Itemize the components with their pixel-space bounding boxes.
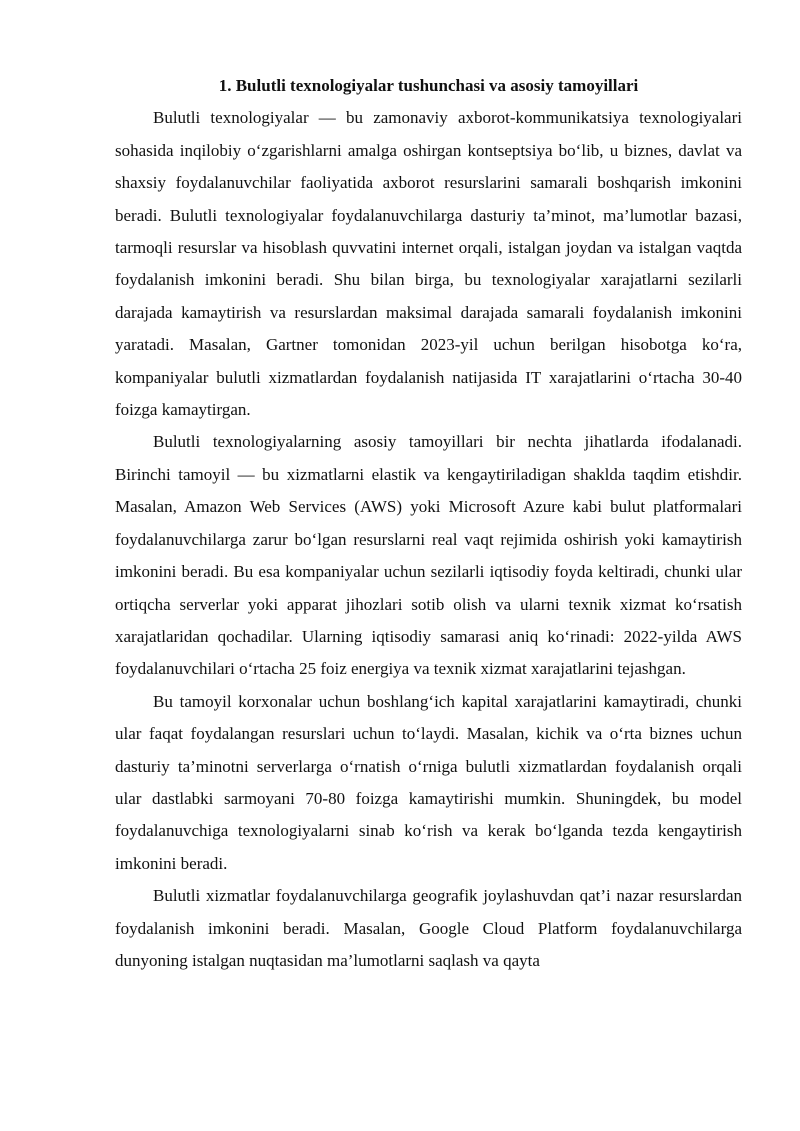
section-title: 1. Bulutli texnologiyalar tushunchasi va asosiy tamoyillari <box>218 76 639 95</box>
paragraph-4: Bulutli xizmatlar foydalanuvchilarga geografik joylashuvdan qat’i nazar resurslardan foydalanish imkonini beradi. Masalan, Google Cloud Platform foydalanuvchilarga dunyoning istalgan nuqtasidan ma’lumotlarni saqlash va qayta <box>115 886 742 970</box>
paragraph-2: Bulutli texnologiyalarning asosiy tamoyillari bir nechta jihatlarda ifodalanadi. Birinchi tamoyil — bu xizmatlarni elastik va kengaytiriladigan shaklda taqdim etishdir. Masalan, Amazon Web Services (AWS) yoki Microsoft Azure kabi bulut platformalari foydalanuvchilarga zarur bo‘lgan resurslarni real vaqt rejimida oshirish yoki kamaytirish imkonini beradi. Bu esa kompaniyalar uchun sezilarli iqtisodiy foyda keltiradi, chunki ular ortiqcha serverlar yoki apparat jihozlari sotib olish va ularni texnik xizmat ko‘rsatish xarajatlaridan qochadilar. Ularning iqtisodiy samarasi aniq ko‘rinadi: 2022-yilda AWS foydalanuvchilari o‘rtacha 25 foiz energiya va texnik xizmat xarajatlarini tejashgan. <box>115 432 742 679</box>
paragraph-3: Bu tamoyil korxonalar uchun boshlang‘ich kapital xarajatlarini kamaytiradi, chunki ular faqat foydalangan resurslari uchun to‘laydi. Masalan, kichik va o‘rta biznes uchun dasturiy ta’minotni serverlarga o‘rnatish o‘rniga bulutli xizmatlardan foydalanish orqali ular dastlabki sarmoyani 70-80 foizga kamaytirishi mumkin. Shuningdek, bu model foydalanuvchiga texnologiyalarni sinab ko‘rish va kerak bo‘lganda tezda kengaytirish imkonini beradi. <box>115 691 742 873</box>
document-page <box>115 70 742 977</box>
paragraph-1: Bulutli texnologiyalar — bu zamonaviy axborot-kommunikatsiya texnologiyalari sohasida inqilobiy o‘zgarishlarni amalga oshirgan kontseptsiya bo‘lib, u biznes, davlat va shaxsiy foydalanuvchilar faoliyatida axborot resurslarini samarali boshqarish imkonini beradi. Bulutli texnologiyalar foydalanuvchilarga dasturiy ta’minot, ma’lumotlar bazasi, tarmoqli resurslar va hisoblash quvvatini internet orqali, istalgan joydan va istalgan vaqtda foydalanish imkonini beradi. Shu bilan birga, bu texnologiyalar xarajatlarni sezilarli darajada kamaytirish va resurslardan maksimal darajada samarali foydalanish imkonini yaratadi. Masalan, Gartner tomonidan 2023-yil uchun berilgan hisobotga ko‘ra, kompaniyalar bulutli xizmatlardan foydalanish natijasida IT xarajatlarini o‘rtacha 30-40 foizga kamaytirgan. <box>115 108 742 420</box>
